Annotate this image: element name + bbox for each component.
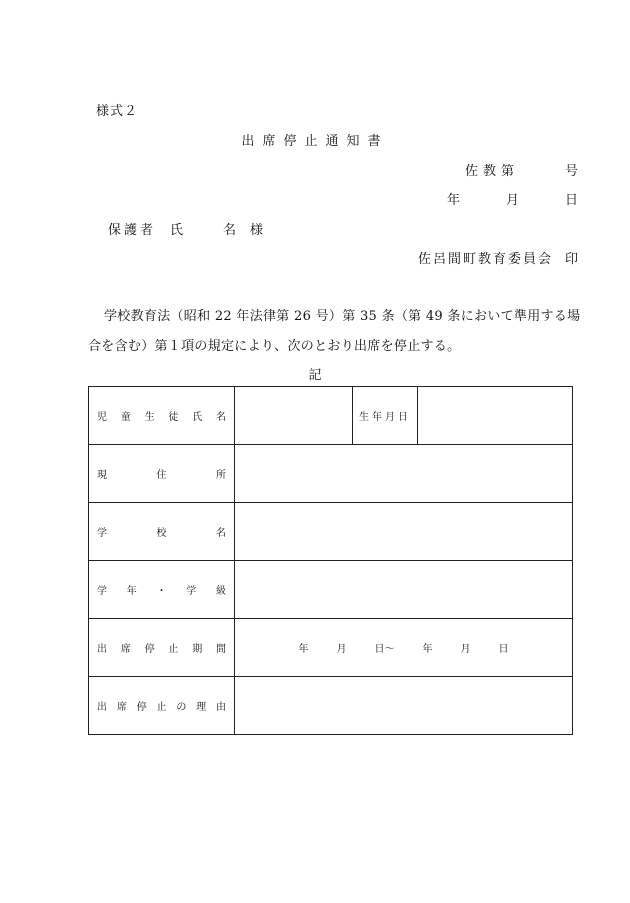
- guardian-addressee: [108, 219, 263, 238]
- body-line-2: 合を含む）第１項の規定により、次のとおり出席を停止する。: [88, 339, 461, 354]
- date-month: 月: [505, 193, 519, 208]
- label-char: 児: [97, 412, 107, 423]
- table-row: [89, 387, 573, 445]
- label-address: [89, 445, 235, 503]
- label-char: 年: [126, 586, 137, 597]
- birthdate-field[interactable]: [418, 387, 573, 445]
- table-row: [89, 445, 573, 503]
- notice-body: [88, 302, 581, 362]
- label-char: 学: [186, 586, 197, 597]
- label-school-name: [89, 503, 235, 561]
- label-char: ・: [156, 586, 167, 597]
- label-char: 学: [97, 586, 107, 597]
- table-row: [89, 561, 573, 619]
- label-char: 理: [196, 702, 207, 713]
- label-char: 期: [192, 644, 203, 655]
- issue-date: [447, 189, 578, 208]
- label-char: 校: [156, 528, 167, 539]
- period-end-month: 月: [460, 644, 471, 655]
- date-day: 日: [564, 193, 578, 208]
- table-row: [89, 503, 573, 561]
- document-number-prefix: 佐教第: [464, 164, 519, 179]
- school-name-field[interactable]: [235, 503, 573, 561]
- label-char: 氏: [192, 412, 203, 423]
- guardian-shi: 氏: [170, 223, 184, 238]
- label-char: 生: [144, 412, 155, 423]
- label-char: の: [176, 702, 187, 713]
- seal-mark: 印: [564, 252, 578, 267]
- label-char: 級: [216, 586, 226, 597]
- label-grade-class: [89, 561, 235, 619]
- label-char: 出: [97, 702, 107, 713]
- address-field[interactable]: [235, 445, 573, 503]
- grade-class-field[interactable]: [235, 561, 573, 619]
- guardian-mei: 名: [223, 223, 237, 238]
- document-number-suffix: 号: [564, 164, 578, 179]
- label-char: 止: [168, 644, 179, 655]
- label-char: 名: [215, 412, 226, 423]
- document-number: [465, 160, 578, 179]
- label-suspension-period: [89, 619, 235, 677]
- label-char: 停: [144, 644, 155, 655]
- table-row: [89, 677, 573, 735]
- label-student-name: [89, 387, 235, 445]
- period-start-year: 年: [298, 644, 309, 655]
- label-char: 停: [136, 702, 147, 713]
- period-end-year: 年: [422, 644, 433, 655]
- label-char: 名: [216, 528, 226, 539]
- label-char: 童: [120, 412, 131, 423]
- document-title: 出席停止通知書: [241, 134, 389, 149]
- label-char: 徒: [168, 412, 179, 423]
- period-end-day: 日: [498, 644, 509, 655]
- table-row: [89, 619, 573, 677]
- form-number: 様式２: [96, 104, 139, 119]
- label-char: 止: [156, 702, 167, 713]
- issuer-name: 佐呂間町教育委員会: [417, 252, 553, 267]
- birthdate-label: 生年月日: [353, 387, 418, 445]
- student-name-field[interactable]: [235, 387, 353, 445]
- label-char: 席: [120, 644, 131, 655]
- label-char: 住: [156, 470, 167, 481]
- body-line-1: 学校教育法（昭和 22 年法律第 26 号）第 35 条（第 49 条において準用する場: [104, 309, 581, 324]
- label-char: 学: [97, 528, 107, 539]
- label-char: 由: [215, 702, 226, 713]
- date-year: 年: [446, 193, 460, 208]
- label-char: 現: [97, 470, 107, 481]
- label-char: 間: [215, 644, 226, 655]
- issuer: [418, 248, 578, 267]
- ki-heading: 記: [308, 368, 322, 383]
- guardian-honorific: 様: [250, 223, 264, 238]
- suspension-reason-field[interactable]: [235, 677, 573, 735]
- period-start-day: 日〜: [374, 644, 395, 655]
- label-char: 出: [97, 644, 107, 655]
- period-start-month: 月: [336, 644, 347, 655]
- notice-table: [88, 386, 573, 735]
- label-char: 所: [216, 470, 226, 481]
- label-suspension-reason: [89, 677, 235, 735]
- suspension-period-field[interactable]: [235, 619, 573, 677]
- guardian-label: 保護者: [108, 223, 157, 238]
- label-char: 席: [116, 702, 127, 713]
